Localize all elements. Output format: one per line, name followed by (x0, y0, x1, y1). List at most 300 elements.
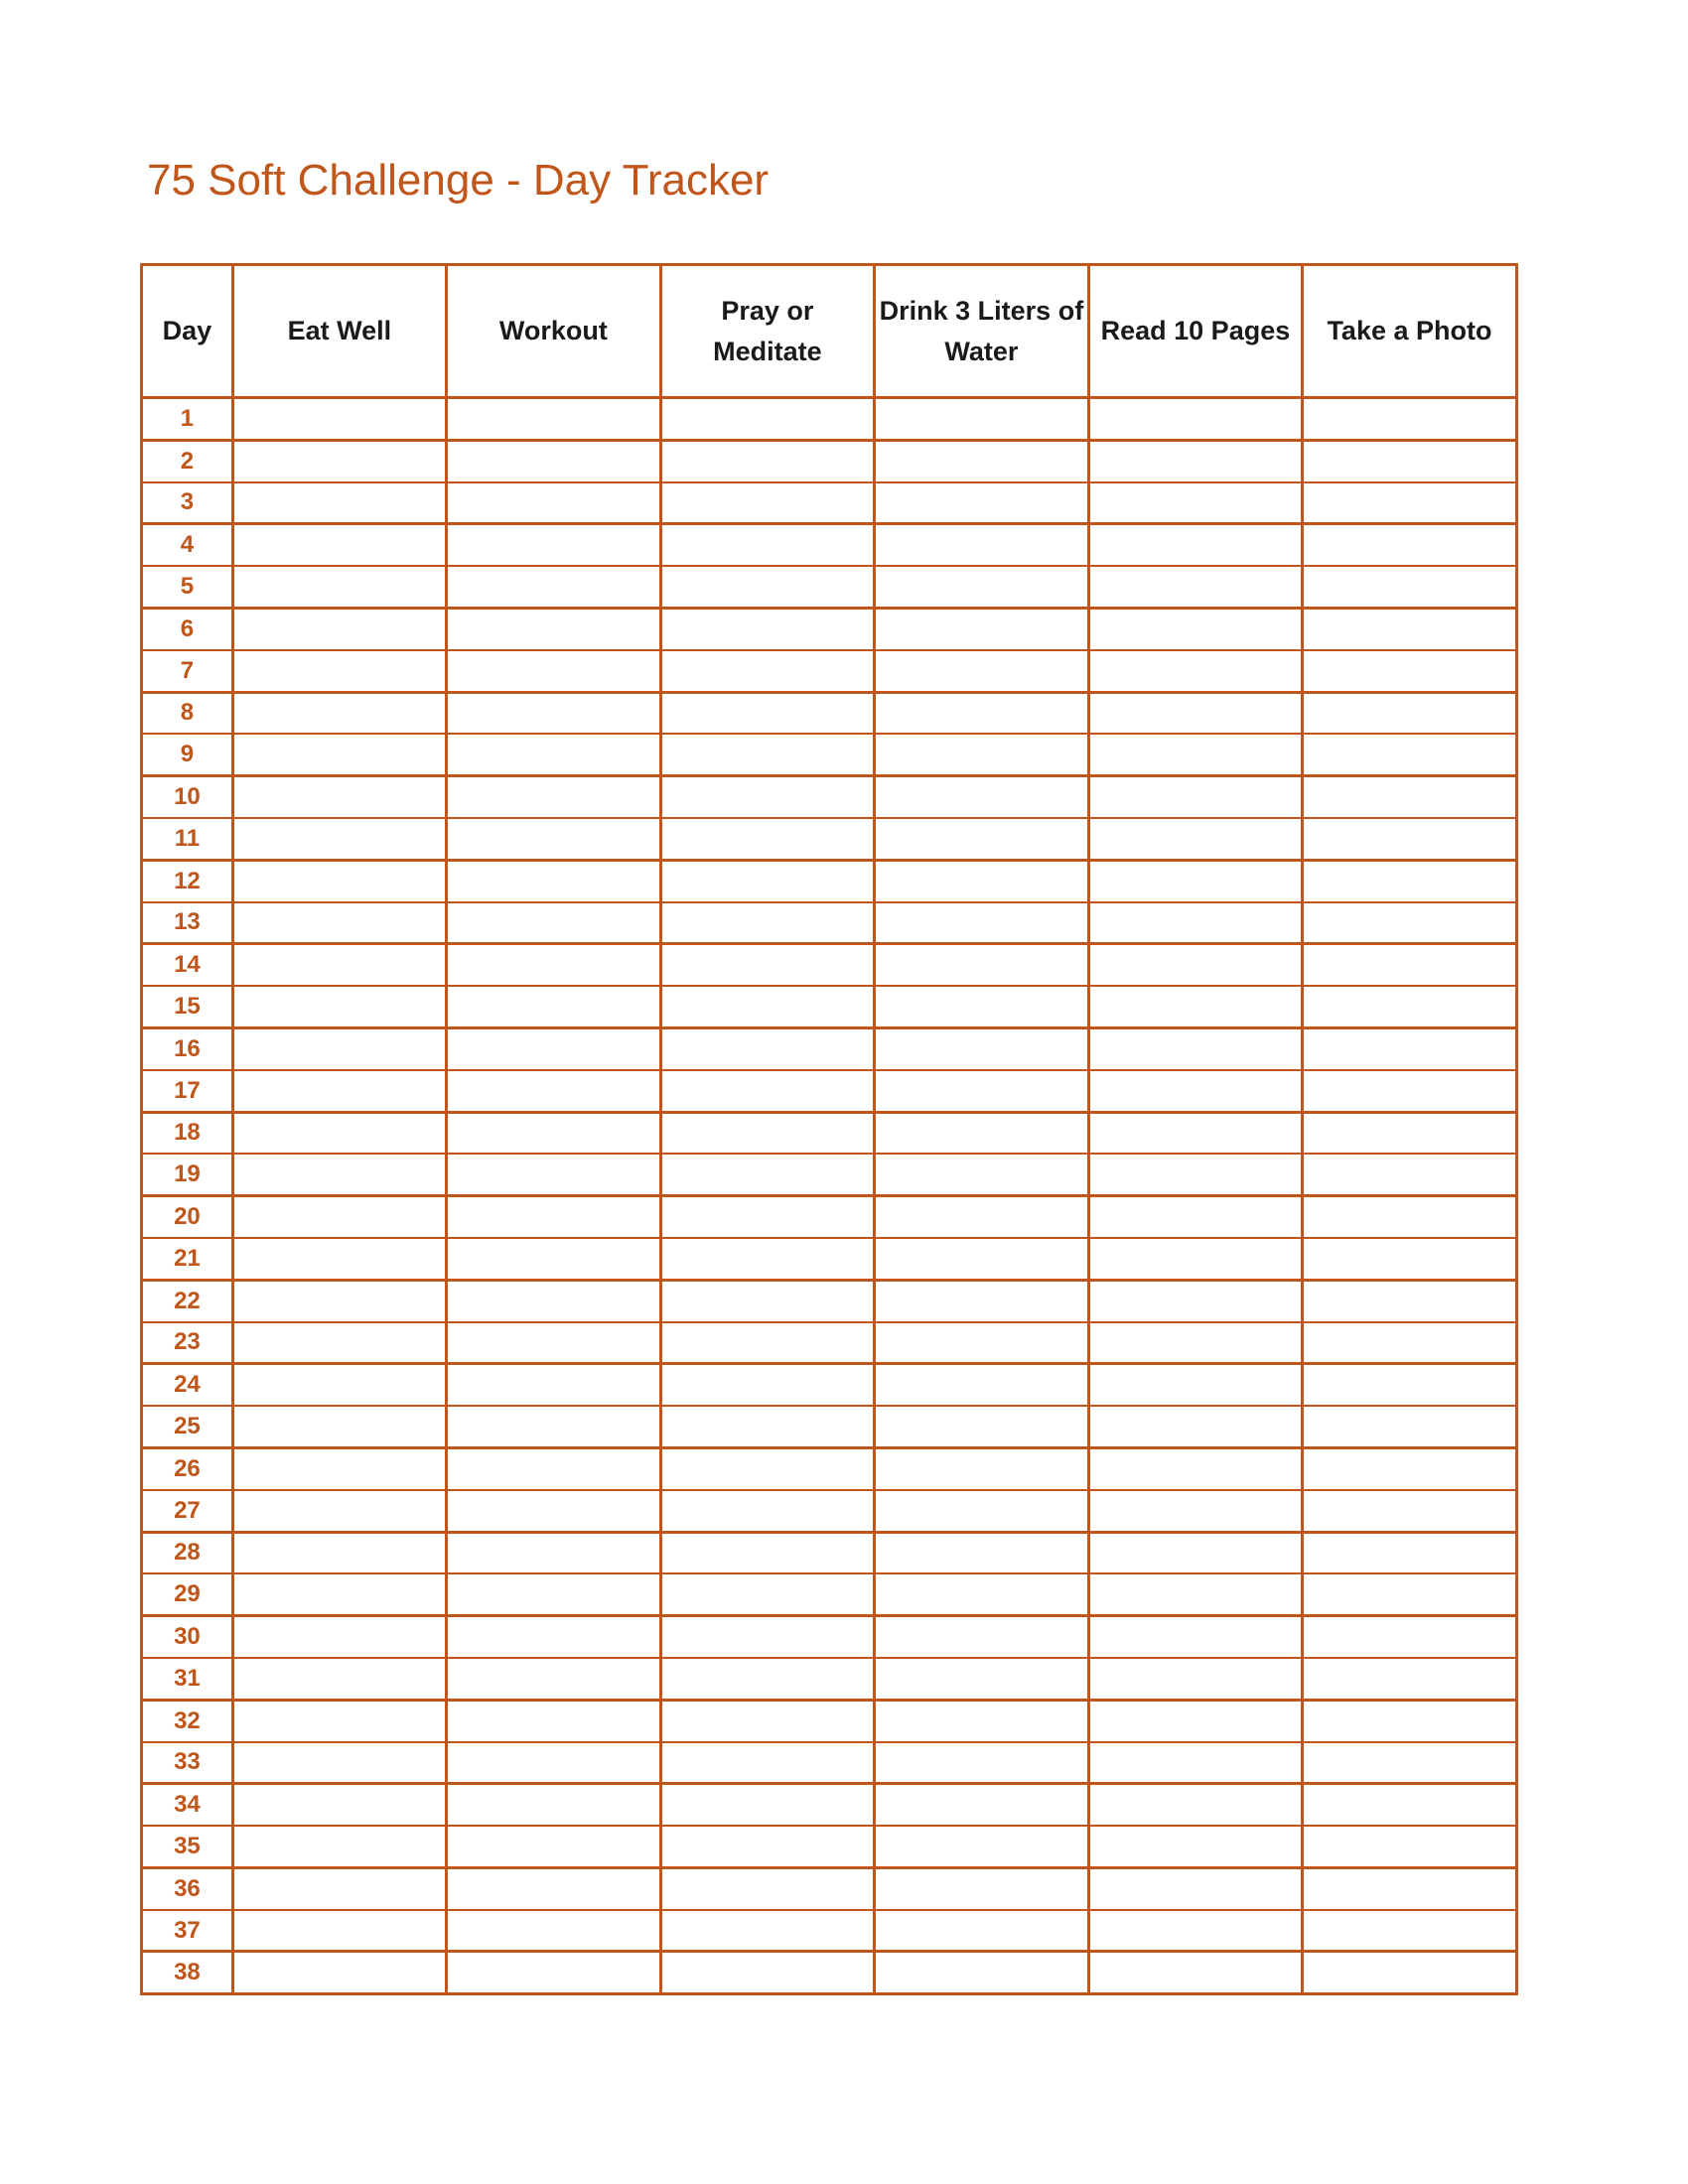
drink-water-cell[interactable] (874, 566, 1088, 608)
eat-well-cell[interactable] (232, 734, 446, 775)
read-pages-cell[interactable] (1088, 944, 1302, 986)
drink-water-cell[interactable] (874, 944, 1088, 986)
take-photo-cell[interactable] (1302, 1406, 1516, 1447)
take-photo-cell[interactable] (1302, 1616, 1516, 1658)
take-photo-cell[interactable] (1302, 1532, 1516, 1573)
header-day: Day (142, 265, 233, 398)
workout-cell[interactable] (446, 1952, 660, 1994)
table-row (142, 482, 1517, 524)
take-photo-cell[interactable] (1302, 1364, 1516, 1406)
drink-water-cell[interactable] (874, 1364, 1088, 1406)
pray-or-meditate-cell[interactable] (660, 1616, 874, 1658)
day-number-cell: 38 (142, 1952, 233, 1994)
workout-cell[interactable] (446, 1364, 660, 1406)
pray-or-meditate-cell[interactable] (660, 524, 874, 566)
read-pages-cell[interactable] (1088, 1700, 1302, 1741)
read-pages-cell[interactable] (1088, 1573, 1302, 1615)
pray-or-meditate-cell[interactable] (660, 398, 874, 441)
table-row (142, 1322, 1517, 1364)
day-number-cell: 13 (142, 902, 233, 944)
pray-or-meditate-cell[interactable] (660, 1154, 874, 1195)
table-row (142, 566, 1517, 608)
drink-water-cell[interactable] (874, 440, 1088, 481)
read-pages-cell[interactable] (1088, 1867, 1302, 1909)
take-photo-cell[interactable] (1302, 1700, 1516, 1741)
take-photo-cell[interactable] (1302, 1070, 1516, 1112)
read-pages-cell[interactable] (1088, 482, 1302, 524)
workout-cell[interactable] (446, 1112, 660, 1154)
pray-or-meditate-cell[interactable] (660, 1826, 874, 1867)
table-row (142, 1490, 1517, 1532)
take-photo-cell[interactable] (1302, 1322, 1516, 1364)
take-photo-cell[interactable] (1302, 482, 1516, 524)
read-pages-cell[interactable] (1088, 1196, 1302, 1238)
table-row (142, 1616, 1517, 1658)
workout-cell[interactable] (446, 1322, 660, 1364)
table-row (142, 1070, 1517, 1112)
pray-or-meditate-cell[interactable] (660, 1027, 874, 1069)
read-pages-cell[interactable] (1088, 1154, 1302, 1195)
workout-cell[interactable] (446, 1867, 660, 1909)
day-number-cell: 5 (142, 566, 233, 608)
eat-well-cell[interactable] (232, 776, 446, 818)
drink-water-cell[interactable] (874, 1616, 1088, 1658)
take-photo-cell[interactable] (1302, 1658, 1516, 1700)
drink-water-cell[interactable] (874, 1784, 1088, 1826)
drink-water-cell[interactable] (874, 1658, 1088, 1700)
day-number-cell: 12 (142, 860, 233, 901)
day-number-cell: 19 (142, 1154, 233, 1195)
read-pages-cell[interactable] (1088, 1280, 1302, 1321)
take-photo-cell[interactable] (1302, 734, 1516, 775)
eat-well-cell[interactable] (232, 902, 446, 944)
read-pages-cell[interactable] (1088, 1070, 1302, 1112)
day-number-cell: 34 (142, 1784, 233, 1826)
workout-cell[interactable] (446, 1616, 660, 1658)
read-pages-cell[interactable] (1088, 1658, 1302, 1700)
table-row (142, 1784, 1517, 1826)
pray-or-meditate-cell[interactable] (660, 1196, 874, 1238)
table-row (142, 1742, 1517, 1784)
read-pages-cell[interactable] (1088, 524, 1302, 566)
read-pages-cell[interactable] (1088, 986, 1302, 1027)
drink-water-cell[interactable] (874, 1112, 1088, 1154)
table-row (142, 1867, 1517, 1909)
pray-or-meditate-cell[interactable] (660, 1364, 874, 1406)
table-row (142, 776, 1517, 818)
pray-or-meditate-cell[interactable] (660, 482, 874, 524)
eat-well-cell[interactable] (232, 482, 446, 524)
workout-cell[interactable] (446, 1742, 660, 1784)
pray-or-meditate-cell[interactable] (660, 776, 874, 818)
table-row (142, 734, 1517, 775)
table-row (142, 902, 1517, 944)
read-pages-cell[interactable] (1088, 1784, 1302, 1826)
read-pages-cell[interactable] (1088, 1364, 1302, 1406)
pray-or-meditate-cell[interactable] (660, 1952, 874, 1994)
workout-cell[interactable] (446, 608, 660, 649)
workout-cell[interactable] (446, 440, 660, 481)
read-pages-cell[interactable] (1088, 1826, 1302, 1867)
pray-or-meditate-cell[interactable] (660, 440, 874, 481)
take-photo-cell[interactable] (1302, 440, 1516, 481)
day-number-cell: 7 (142, 650, 233, 692)
eat-well-cell[interactable] (232, 860, 446, 901)
read-pages-cell[interactable] (1088, 692, 1302, 734)
eat-well-cell[interactable] (232, 398, 446, 441)
workout-cell[interactable] (446, 1280, 660, 1321)
drink-water-cell[interactable] (874, 1573, 1088, 1615)
eat-well-cell[interactable] (232, 1532, 446, 1573)
workout-cell[interactable] (446, 1447, 660, 1489)
header-read-pages: Read 10 Pages (1088, 265, 1302, 398)
workout-cell[interactable] (446, 1910, 660, 1952)
pray-or-meditate-cell[interactable] (660, 1280, 874, 1321)
take-photo-cell[interactable] (1302, 1952, 1516, 1994)
drink-water-cell[interactable] (874, 1447, 1088, 1489)
table-row (142, 860, 1517, 901)
table-row (142, 524, 1517, 566)
take-photo-cell[interactable] (1302, 1027, 1516, 1069)
table-row (142, 944, 1517, 986)
drink-water-cell[interactable] (874, 1196, 1088, 1238)
eat-well-cell[interactable] (232, 1364, 446, 1406)
pray-or-meditate-cell[interactable] (660, 1910, 874, 1952)
table-row (142, 1280, 1517, 1321)
take-photo-cell[interactable] (1302, 818, 1516, 860)
pray-or-meditate-cell[interactable] (660, 1490, 874, 1532)
pray-or-meditate-cell[interactable] (660, 1447, 874, 1489)
day-number-cell: 4 (142, 524, 233, 566)
read-pages-cell[interactable] (1088, 902, 1302, 944)
workout-cell[interactable] (446, 1784, 660, 1826)
read-pages-cell[interactable] (1088, 1952, 1302, 1994)
take-photo-cell[interactable] (1302, 860, 1516, 901)
workout-cell[interactable] (446, 524, 660, 566)
table-row (142, 1826, 1517, 1867)
day-number-cell: 1 (142, 398, 233, 441)
eat-well-cell[interactable] (232, 1027, 446, 1069)
workout-cell[interactable] (446, 1573, 660, 1615)
day-number-cell: 6 (142, 608, 233, 649)
day-number-cell: 26 (142, 1447, 233, 1489)
take-photo-cell[interactable] (1302, 608, 1516, 649)
read-pages-cell[interactable] (1088, 734, 1302, 775)
workout-cell[interactable] (446, 1070, 660, 1112)
drink-water-cell[interactable] (874, 1070, 1088, 1112)
drink-water-cell[interactable] (874, 482, 1088, 524)
read-pages-cell[interactable] (1088, 1910, 1302, 1952)
pray-or-meditate-cell[interactable] (660, 734, 874, 775)
drink-water-cell[interactable] (874, 734, 1088, 775)
take-photo-cell[interactable] (1302, 1112, 1516, 1154)
tracker-body (142, 398, 1517, 1994)
take-photo-cell[interactable] (1302, 986, 1516, 1027)
drink-water-cell[interactable] (874, 1280, 1088, 1321)
eat-well-cell[interactable] (232, 608, 446, 649)
pray-or-meditate-cell[interactable] (660, 1238, 874, 1280)
drink-water-cell[interactable] (874, 818, 1088, 860)
read-pages-cell[interactable] (1088, 1238, 1302, 1280)
day-number-cell: 17 (142, 1070, 233, 1112)
day-number-cell: 14 (142, 944, 233, 986)
drink-water-cell[interactable] (874, 398, 1088, 441)
day-number-cell: 11 (142, 818, 233, 860)
eat-well-cell[interactable] (232, 692, 446, 734)
take-photo-cell[interactable] (1302, 944, 1516, 986)
day-number-cell: 16 (142, 1027, 233, 1069)
table-row (142, 1532, 1517, 1573)
workout-cell[interactable] (446, 1532, 660, 1573)
workout-cell[interactable] (446, 860, 660, 901)
day-number-cell: 29 (142, 1573, 233, 1615)
eat-well-cell[interactable] (232, 1238, 446, 1280)
table-row (142, 818, 1517, 860)
workout-cell[interactable] (446, 566, 660, 608)
drink-water-cell[interactable] (874, 1952, 1088, 1994)
workout-cell[interactable] (446, 482, 660, 524)
day-number-cell: 8 (142, 692, 233, 734)
workout-cell[interactable] (446, 1238, 660, 1280)
day-number-cell: 10 (142, 776, 233, 818)
day-number-cell: 35 (142, 1826, 233, 1867)
eat-well-cell[interactable] (232, 1573, 446, 1615)
drink-water-cell[interactable] (874, 1154, 1088, 1195)
workout-cell[interactable] (446, 818, 660, 860)
workout-cell[interactable] (446, 1826, 660, 1867)
header-pray-or-meditate: Pray or Meditate (660, 265, 874, 398)
take-photo-cell[interactable] (1302, 566, 1516, 608)
take-photo-cell[interactable] (1302, 902, 1516, 944)
workout-cell[interactable] (446, 776, 660, 818)
day-number-cell: 2 (142, 440, 233, 481)
workout-cell[interactable] (446, 944, 660, 986)
take-photo-cell[interactable] (1302, 1826, 1516, 1867)
table-row (142, 1447, 1517, 1489)
take-photo-cell[interactable] (1302, 524, 1516, 566)
pray-or-meditate-cell[interactable] (660, 1700, 874, 1741)
day-number-cell: 28 (142, 1532, 233, 1573)
read-pages-cell[interactable] (1088, 1447, 1302, 1489)
table-row (142, 1573, 1517, 1615)
day-number-cell: 30 (142, 1616, 233, 1658)
pray-or-meditate-cell[interactable] (660, 1406, 874, 1447)
pray-or-meditate-cell[interactable] (660, 1742, 874, 1784)
eat-well-cell[interactable] (232, 1112, 446, 1154)
pray-or-meditate-cell[interactable] (660, 692, 874, 734)
workout-cell[interactable] (446, 1658, 660, 1700)
eat-well-cell[interactable] (232, 1322, 446, 1364)
eat-well-cell[interactable] (232, 1952, 446, 1994)
table-row (142, 398, 1517, 441)
page-title: 75 Soft Challenge - Day Tracker (147, 156, 770, 205)
eat-well-cell[interactable] (232, 1700, 446, 1741)
drink-water-cell[interactable] (874, 1532, 1088, 1573)
drink-water-cell[interactable] (874, 1490, 1088, 1532)
workout-cell[interactable] (446, 986, 660, 1027)
day-number-cell: 32 (142, 1700, 233, 1741)
table-row (142, 1027, 1517, 1069)
workout-cell[interactable] (446, 398, 660, 441)
read-pages-cell[interactable] (1088, 566, 1302, 608)
eat-well-cell[interactable] (232, 650, 446, 692)
read-pages-cell[interactable] (1088, 650, 1302, 692)
take-photo-cell[interactable] (1302, 1910, 1516, 1952)
workout-cell[interactable] (446, 1490, 660, 1532)
drink-water-cell[interactable] (874, 608, 1088, 649)
workout-cell[interactable] (446, 650, 660, 692)
day-number-cell: 37 (142, 1910, 233, 1952)
take-photo-cell[interactable] (1302, 776, 1516, 818)
pray-or-meditate-cell[interactable] (660, 944, 874, 986)
drink-water-cell[interactable] (874, 650, 1088, 692)
header-eat-well: Eat Well (232, 265, 446, 398)
table-row (142, 1700, 1517, 1741)
drink-water-cell[interactable] (874, 986, 1088, 1027)
read-pages-cell[interactable] (1088, 1742, 1302, 1784)
eat-well-cell[interactable] (232, 1406, 446, 1447)
pray-or-meditate-cell[interactable] (660, 566, 874, 608)
workout-cell[interactable] (446, 1027, 660, 1069)
eat-well-cell[interactable] (232, 1910, 446, 1952)
day-tracker-table (140, 263, 1518, 1995)
header-workout: Workout (446, 265, 660, 398)
read-pages-cell[interactable] (1088, 776, 1302, 818)
read-pages-cell[interactable] (1088, 1532, 1302, 1573)
read-pages-cell[interactable] (1088, 1490, 1302, 1532)
read-pages-cell[interactable] (1088, 1616, 1302, 1658)
header-row (142, 265, 1517, 398)
drink-water-cell[interactable] (874, 1867, 1088, 1909)
pray-or-meditate-cell[interactable] (660, 1112, 874, 1154)
drink-water-cell[interactable] (874, 1910, 1088, 1952)
eat-well-cell[interactable] (232, 1196, 446, 1238)
workout-cell[interactable] (446, 1406, 660, 1447)
read-pages-cell[interactable] (1088, 1406, 1302, 1447)
drink-water-cell[interactable] (874, 524, 1088, 566)
take-photo-cell[interactable] (1302, 1196, 1516, 1238)
drink-water-cell[interactable] (874, 1742, 1088, 1784)
take-photo-cell[interactable] (1302, 1742, 1516, 1784)
eat-well-cell[interactable] (232, 1742, 446, 1784)
drink-water-cell[interactable] (874, 1027, 1088, 1069)
pray-or-meditate-cell[interactable] (660, 1658, 874, 1700)
day-number-cell: 15 (142, 986, 233, 1027)
drink-water-cell[interactable] (874, 1322, 1088, 1364)
eat-well-cell[interactable] (232, 1616, 446, 1658)
read-pages-cell[interactable] (1088, 398, 1302, 441)
pray-or-meditate-cell[interactable] (660, 1070, 874, 1112)
drink-water-cell[interactable] (874, 776, 1088, 818)
take-photo-cell[interactable] (1302, 1238, 1516, 1280)
drink-water-cell[interactable] (874, 902, 1088, 944)
take-photo-cell[interactable] (1302, 1280, 1516, 1321)
pray-or-meditate-cell[interactable] (660, 860, 874, 901)
drink-water-cell[interactable] (874, 692, 1088, 734)
take-photo-cell[interactable] (1302, 1490, 1516, 1532)
eat-well-cell[interactable] (232, 1280, 446, 1321)
day-number-cell: 18 (142, 1112, 233, 1154)
drink-water-cell[interactable] (874, 1826, 1088, 1867)
take-photo-cell[interactable] (1302, 1784, 1516, 1826)
eat-well-cell[interactable] (232, 1070, 446, 1112)
day-number-cell: 22 (142, 1280, 233, 1321)
pray-or-meditate-cell[interactable] (660, 1867, 874, 1909)
day-number-cell: 21 (142, 1238, 233, 1280)
read-pages-cell[interactable] (1088, 608, 1302, 649)
day-number-cell: 31 (142, 1658, 233, 1700)
table-row (142, 1238, 1517, 1280)
drink-water-cell[interactable] (874, 1406, 1088, 1447)
pray-or-meditate-cell[interactable] (660, 650, 874, 692)
workout-cell[interactable] (446, 902, 660, 944)
drink-water-cell[interactable] (874, 860, 1088, 901)
day-number-cell: 9 (142, 734, 233, 775)
table-row (142, 440, 1517, 481)
take-photo-cell[interactable] (1302, 1154, 1516, 1195)
day-number-cell: 36 (142, 1867, 233, 1909)
pray-or-meditate-cell[interactable] (660, 1573, 874, 1615)
day-number-cell: 24 (142, 1364, 233, 1406)
eat-well-cell[interactable] (232, 1867, 446, 1909)
eat-well-cell[interactable] (232, 524, 446, 566)
eat-well-cell[interactable] (232, 1154, 446, 1195)
drink-water-cell[interactable] (874, 1238, 1088, 1280)
take-photo-cell[interactable] (1302, 1447, 1516, 1489)
pray-or-meditate-cell[interactable] (660, 1784, 874, 1826)
read-pages-cell[interactable] (1088, 818, 1302, 860)
read-pages-cell[interactable] (1088, 1027, 1302, 1069)
take-photo-cell[interactable] (1302, 650, 1516, 692)
eat-well-cell[interactable] (232, 944, 446, 986)
pray-or-meditate-cell[interactable] (660, 986, 874, 1027)
eat-well-cell[interactable] (232, 1658, 446, 1700)
day-number-cell: 25 (142, 1406, 233, 1447)
workout-cell[interactable] (446, 692, 660, 734)
pray-or-meditate-cell[interactable] (660, 1532, 874, 1573)
pray-or-meditate-cell[interactable] (660, 818, 874, 860)
read-pages-cell[interactable] (1088, 860, 1302, 901)
table-row (142, 1364, 1517, 1406)
take-photo-cell[interactable] (1302, 692, 1516, 734)
read-pages-cell[interactable] (1088, 1112, 1302, 1154)
workout-cell[interactable] (446, 1700, 660, 1741)
read-pages-cell[interactable] (1088, 440, 1302, 481)
eat-well-cell[interactable] (232, 818, 446, 860)
eat-well-cell[interactable] (232, 986, 446, 1027)
eat-well-cell[interactable] (232, 1447, 446, 1489)
take-photo-cell[interactable] (1302, 1867, 1516, 1909)
take-photo-cell[interactable] (1302, 1573, 1516, 1615)
table-row (142, 692, 1517, 734)
workout-cell[interactable] (446, 734, 660, 775)
pray-or-meditate-cell[interactable] (660, 1322, 874, 1364)
eat-well-cell[interactable] (232, 566, 446, 608)
eat-well-cell[interactable] (232, 1784, 446, 1826)
eat-well-cell[interactable] (232, 1826, 446, 1867)
day-number-cell: 27 (142, 1490, 233, 1532)
day-number-cell: 23 (142, 1322, 233, 1364)
workout-cell[interactable] (446, 1196, 660, 1238)
pray-or-meditate-cell[interactable] (660, 608, 874, 649)
read-pages-cell[interactable] (1088, 1322, 1302, 1364)
eat-well-cell[interactable] (232, 440, 446, 481)
pray-or-meditate-cell[interactable] (660, 902, 874, 944)
workout-cell[interactable] (446, 1154, 660, 1195)
drink-water-cell[interactable] (874, 1700, 1088, 1741)
take-photo-cell[interactable] (1302, 398, 1516, 441)
eat-well-cell[interactable] (232, 1490, 446, 1532)
